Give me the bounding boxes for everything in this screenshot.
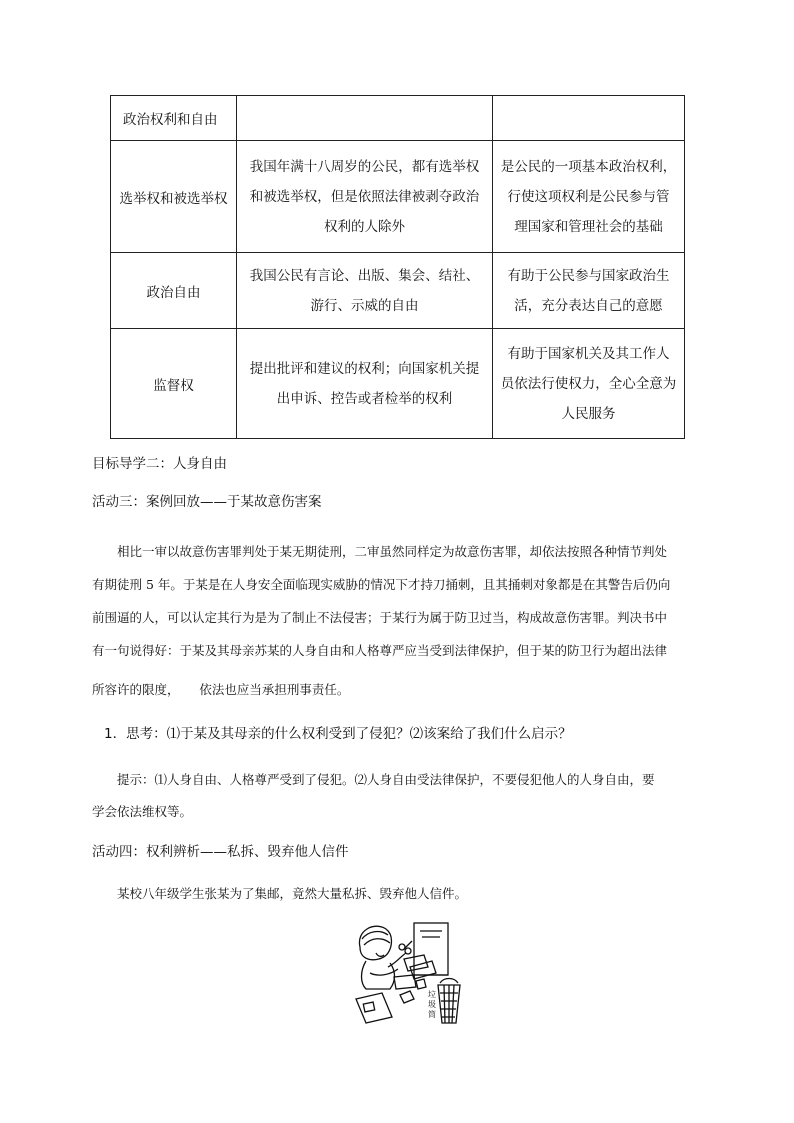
text-line: 员依法行使权力，全心全意为 xyxy=(500,375,677,392)
bin-label-char: 圾 xyxy=(428,1000,436,1009)
text-line: 人民服务 xyxy=(561,405,616,422)
right-name: 选举权和被选举权 xyxy=(111,141,237,253)
right-significance xyxy=(493,329,685,439)
text-line: 有一句说得好：于某及其母亲苏某的人身自由和人格尊严应当受到法律保护，但于某的防卫行为超出法律 xyxy=(92,643,668,658)
question-1: 1．思考：⑴于某及其母亲的什么权利受到了侵犯？⑵该案给了我们什么启示？ xyxy=(104,726,572,742)
right-name: 监督权 xyxy=(111,329,237,439)
right-name: 政治自由 xyxy=(111,253,237,329)
table-empty-cell xyxy=(493,96,685,141)
table-row xyxy=(111,141,685,253)
text-line: 有期徒刑 5 年。于某是在人身安全面临现实威胁的情况下才持刀捅刺，且其捅刺对象都是在其警告后仍向 xyxy=(92,577,671,592)
case-paragraph xyxy=(92,535,712,706)
text-line: 相比一审以故意伤害罪判处于某无期徒刑，二审虽然同样定为故意伤害罪，却依法按照各种情节判处 xyxy=(117,544,668,559)
text-line: 是公民的一项基本政治权利， xyxy=(500,158,677,175)
text-line: 游行、示威的自由 xyxy=(310,297,419,314)
text-line: 我国公民有言论、出版、集会、结社、 xyxy=(249,267,480,284)
text-line: 理国家和管理社会的基础 xyxy=(514,218,663,235)
right-content xyxy=(237,253,493,329)
text-line: 和被选举权，但是依照法律被剥夺政治 xyxy=(249,188,480,205)
text-line: 提出批评和建议的权利；向国家机关提 xyxy=(249,360,480,377)
right-content xyxy=(237,329,493,439)
activity3-title: 活动三：案例回放——于某故意伤害案 xyxy=(92,494,322,510)
right-significance xyxy=(493,253,685,329)
text-line: 所容许的限度， 依法也应当承担刑事责任。 xyxy=(92,682,350,697)
text-line: 出申诉、控告或者检举的权利 xyxy=(276,390,453,407)
table-row xyxy=(111,253,685,329)
text-line: 某校八年级学生张某为了集邮，竟然大量私拆、毁弃他人信件。 xyxy=(117,886,468,901)
right-significance xyxy=(493,141,685,253)
stamp-collecting-illustration xyxy=(350,917,466,1029)
activity4-text xyxy=(92,884,712,904)
text-line: 有助于国家机关及其工作人 xyxy=(507,345,670,362)
text-line: 行使这项权利是公民参与管 xyxy=(507,188,670,205)
table-row xyxy=(111,329,685,439)
text-line: 活，充分表达自己的意愿 xyxy=(514,297,663,314)
hint-paragraph xyxy=(92,764,712,828)
text-line: 学会依法维权等。 xyxy=(92,804,193,819)
bin-label-char: 垃 xyxy=(428,990,436,999)
text-line: 权利的人除外 xyxy=(324,218,405,235)
text-line: 有助于公民参与国家政治生 xyxy=(507,267,670,284)
table-header-cell: 政治权利和自由 xyxy=(111,96,237,141)
table-empty-cell xyxy=(237,96,493,141)
text-line: 前围逼的人，可以认定其行为是为了制止不法侵害；于某行为属于防卫过当，构成故意伤害罪。判决书中 xyxy=(92,610,668,625)
table-header-row xyxy=(111,96,685,141)
section-heading-goal2: 目标导学二：人身自由 xyxy=(92,456,227,472)
text-line: 我国年满十八周岁的公民，都有选举权 xyxy=(249,158,480,175)
student-tearing-letters-icon xyxy=(350,917,466,1029)
right-content xyxy=(237,141,493,253)
text-line: 提示：⑴人身自由、人格尊严受到了侵犯。⑵人身自由受法律保护，不要侵犯他人的人身自由，要 xyxy=(117,772,655,787)
political-rights-table xyxy=(110,95,685,439)
bin-label-char: 筒 xyxy=(428,1010,436,1019)
activity4-title: 活动四：权利辨析——私拆、毁弃他人信件 xyxy=(92,844,349,860)
